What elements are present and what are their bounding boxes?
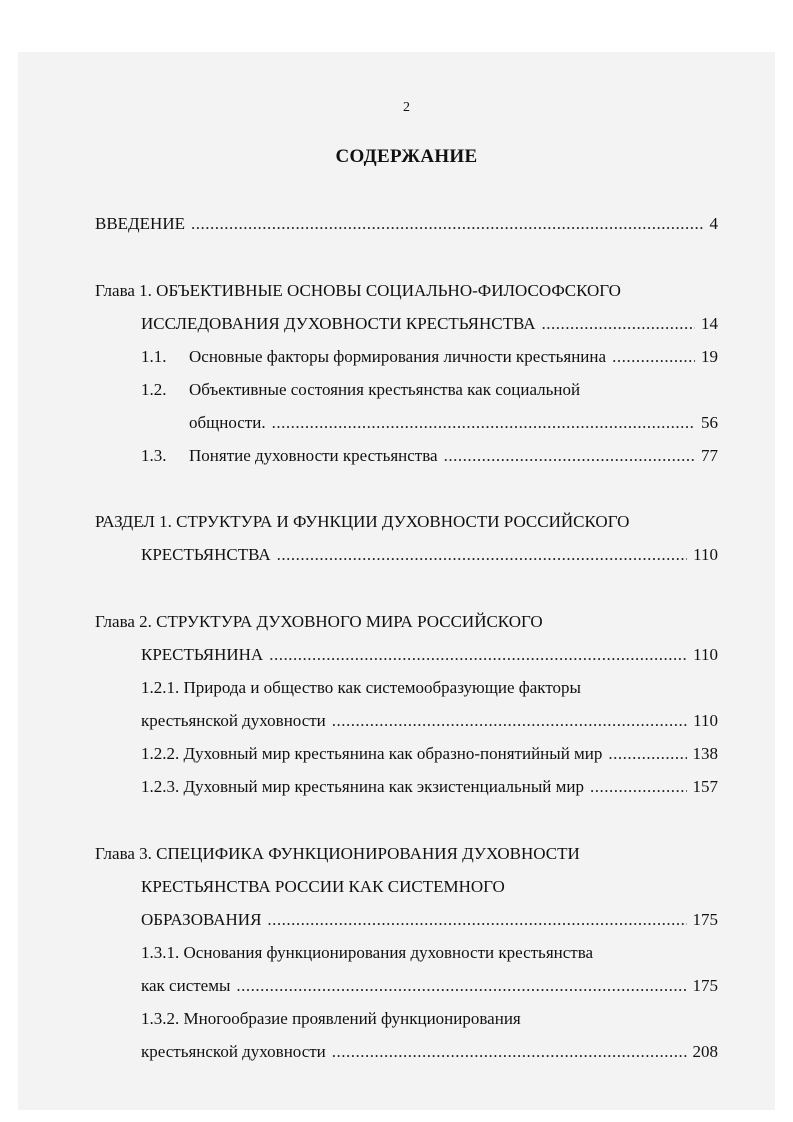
toc-entry-chapter2[interactable]: [141, 644, 718, 666]
toc-leader: [267, 909, 686, 931]
toc-entry-num: 1.3.: [141, 446, 167, 465]
toc-leader: [612, 346, 695, 368]
toc-entry-page: 157: [692, 777, 718, 796]
toc-entry-page: 14: [701, 314, 718, 333]
toc-entry-text: 1.2.2. Духовный мир крестьянина как образно-понятийный мир: [141, 744, 603, 763]
toc-entry-text: ВВЕДЕНИЕ: [95, 214, 185, 233]
toc-entry-text: 1.2.3. Духовный мир крестьянина как экзистенциальный мир: [141, 777, 584, 796]
toc-entry-page: 19: [701, 347, 718, 366]
toc-leader: [332, 710, 687, 732]
toc-leader: [444, 445, 695, 467]
toc-entry-page: 77: [701, 446, 718, 465]
toc-entry-1-2[interactable]: [189, 412, 718, 434]
toc-entry-text: ИССЛЕДОВАНИЯ ДУХОВНОСТИ КРЕСТЬЯНСТВА: [141, 314, 536, 333]
toc-entry-text: Понятие духовности крестьянства: [189, 446, 438, 465]
toc-entry-chapter1[interactable]: [141, 313, 718, 335]
toc-entry-text: Объективные состояния крестьянства как социальной: [189, 380, 581, 399]
toc-entry-text: крестьянской духовности: [141, 711, 326, 730]
toc-entry-1-2-line1: [141, 379, 580, 401]
toc-entry-1-2-1-line1: 1.2.1. Природа и общество как системообразующие факторы: [141, 678, 581, 697]
toc-leader: [272, 412, 695, 434]
toc-entry-1-3-1[interactable]: [141, 975, 718, 997]
toc-leader: [191, 213, 704, 235]
toc-chapter3-line2: КРЕСТЬЯНСТВА РОССИИ КАК СИСТЕМНОГО: [141, 877, 505, 896]
toc-entry-1-2-3[interactable]: [141, 776, 718, 798]
toc-entry-1-3-2[interactable]: [141, 1041, 718, 1063]
toc-entry-num: 1.2.: [141, 380, 167, 399]
toc-entry-section1[interactable]: [141, 544, 718, 566]
toc-leader: [590, 776, 687, 798]
toc-entry-text: ОБРАЗОВАНИЯ: [141, 910, 262, 929]
toc-leader: [608, 743, 686, 765]
toc-entry-text: как системы: [141, 976, 231, 995]
toc-entry-text: КРЕСТЬЯНИНА: [141, 645, 264, 664]
toc-leader: [269, 644, 687, 666]
page-title: СОДЕРЖАНИЕ: [335, 146, 478, 167]
toc-entry-page: 110: [693, 711, 718, 730]
toc-entry-1-2-2[interactable]: [141, 743, 718, 765]
toc-entry-page: 56: [701, 413, 718, 432]
toc-entry-chapter3[interactable]: [141, 909, 718, 931]
toc-entry-text: крестьянской духовности: [141, 1042, 326, 1061]
toc-entry-page: 138: [692, 744, 718, 763]
toc-chapter3-line1: Глава 3. СПЕЦИФИКА ФУНКЦИОНИРОВАНИЯ ДУХОВНОСТИ: [95, 844, 580, 863]
toc-chapter1-line1: Глава 1. ОБЪЕКТИВНЫЕ ОСНОВЫ СОЦИАЛЬНО-ФИЛОСОФСКОГО: [95, 281, 621, 300]
toc-chapter2-line1: Глава 2. СТРУКТУРА ДУХОВНОГО МИРА РОССИЙСКОГО: [95, 612, 543, 631]
toc-leader: [332, 1041, 687, 1063]
toc-entry-page: 110: [693, 645, 718, 664]
toc-entry-text: КРЕСТЬЯНСТВА: [141, 545, 271, 564]
toc-entry-text: Основные факторы формирования личности крестьянина: [189, 347, 607, 366]
toc-section1-line1: РАЗДЕЛ 1. СТРУКТУРА И ФУНКЦИИ ДУХОВНОСТИ РОССИЙСКОГО: [95, 512, 630, 531]
toc-entry-text: общности.: [189, 413, 266, 432]
toc-entry-page: 110: [693, 545, 718, 564]
toc-entry-intro[interactable]: [95, 213, 718, 235]
toc-entry-page: 208: [692, 1042, 718, 1061]
toc-entry-page: 175: [692, 910, 718, 929]
page-number: 2: [403, 100, 410, 115]
toc-entry-num: 1.1.: [141, 347, 167, 366]
toc-entry-1-2-1[interactable]: [141, 710, 718, 732]
toc-leader: [277, 544, 687, 566]
toc-entry-page: 175: [692, 976, 718, 995]
toc-leader: [542, 313, 695, 335]
toc-entry-1-3-2-line1: 1.3.2. Многообразие проявлений функционирования: [141, 1009, 521, 1028]
toc-entry-1-3-1-line1: 1.3.1. Основания функционирования духовности крестьянства: [141, 943, 594, 962]
toc-leader: [236, 975, 686, 997]
toc-entry-page: 4: [709, 214, 718, 233]
toc-entry-1-3[interactable]: [141, 445, 718, 467]
toc-entry-1-1[interactable]: [141, 346, 718, 368]
